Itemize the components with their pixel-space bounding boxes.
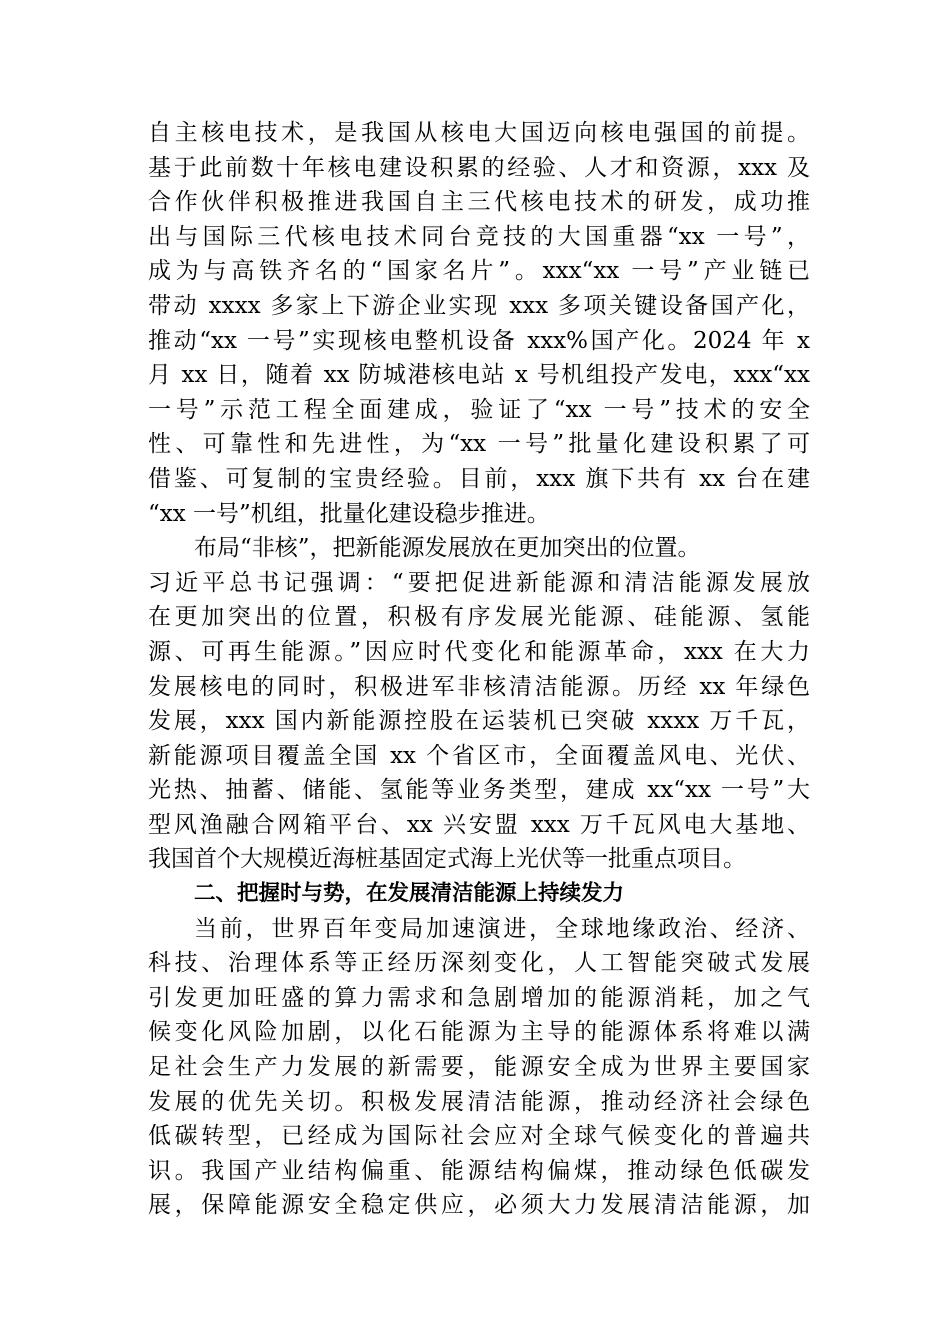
text-line-18: 发展，xxx 国内新能源控股在运装机已突破 xxxx 万千瓦， <box>148 708 810 735</box>
text-line-21: 型风渔融合网箱平台、xx 兴安盟 xxx 万千瓦风电大基地、 <box>148 811 810 838</box>
text-line-10: 性、可靠性和先进性，为“xx 一号”批量化建设积累了可 <box>148 431 810 458</box>
text-line-7: 推动“xx 一号”实现核电整机设备 xxx%国产化。2024 年 x <box>148 327 810 354</box>
text-line-17: 发展核电的同时，积极进军非核清洁能源。历经 xx 年绿色 <box>148 673 810 700</box>
text-line-8: 月 xx 日，随着 xx 防城港核电站 x 号机组投产发电，xxx“xx <box>148 362 810 389</box>
text-line-32: 展，保障能源安全稳定供应，必须大力发展清洁能源，加 <box>148 1192 810 1219</box>
text-line-20: 光热、抽蓄、储能、氢能等业务类型，建成 xx“xx 一号”大 <box>148 777 810 804</box>
text-line-22: 我国首个大规模近海桩基固定式海上光伏等一批重点项目。 <box>148 846 746 873</box>
text-line-26: 引发更加旺盛的算力需求和急剧增加的能源消耗，加之气 <box>148 984 810 1011</box>
text-line-6: 带动 xxxx 多家上下游企业实现 xxx 多项关键设备国产化， <box>148 292 810 319</box>
text-line-9: 一号”示范工程全面建成，验证了“xx 一号”技术的安全 <box>148 396 810 423</box>
paragraph-3-first-line: 当前，世界百年变局加速演进，全球地缘政治、经济、 <box>194 915 810 942</box>
text-line-19: 新能源项目覆盖全国 xx 个省区市，全面覆盖风电、光伏、 <box>148 742 810 769</box>
text-line-16: 源、可再生能源。”因应时代变化和能源革命，xxx 在大力 <box>148 638 810 665</box>
text-line-2: 基于此前数十年核电建设积累的经验、人才和资源，xxx 及 <box>148 154 810 181</box>
text-line-12: “xx 一号”机组，批量化建设稳步推进。 <box>148 500 550 527</box>
text-line-14: 习近平总书记强调：“要把促进新能源和清洁能源发展放 <box>148 569 810 596</box>
text-line-27: 候变化风险加剧，以化石能源为主导的能源体系将难以满 <box>148 1019 810 1046</box>
text-line-30: 低碳转型，已经成为国际社会应对全球气候变化的普遍共 <box>148 1123 810 1150</box>
text-line-3: 合作伙伴积极推进我国自主三代核电技术的研发，成功推 <box>148 189 810 216</box>
section-heading: 二、把握时与势，在发展清洁能源上持续发力 <box>194 881 625 907</box>
text-line-25: 科技、治理体系等正经历深刻变化，人工智能突破式发展 <box>148 950 810 977</box>
text-line-15: 在更加突出的位置，积极有序发展光能源、硅能源、氢能 <box>148 604 810 631</box>
text-line-28: 足社会生产力发展的新需要，能源安全成为世界主要国家 <box>148 1054 810 1081</box>
text-line-4: 出与国际三代核电技术同台竞技的大国重器“xx 一号”， <box>148 223 810 250</box>
text-line-29: 发展的优先关切。积极发展清洁能源，推动经济社会绿色 <box>148 1088 810 1115</box>
text-line-31: 识。我国产业结构偏重、能源结构偏煤，推动绿色低碳发 <box>148 1157 810 1184</box>
text-line-5: 成为与高铁齐名的“国家名片”。xxx“xx 一号”产业链已 <box>148 258 810 285</box>
text-line-11: 借鉴、可复制的宝贵经验。目前，xxx 旗下共有 xx 台在建 <box>148 465 810 492</box>
text-line-1: 自主核电技术，是我国从核电大国迈向核电强国的前提。 <box>148 120 810 146</box>
document-page <box>148 116 810 1223</box>
paragraph-2-first-line: 布局“非核”，把新能源发展放在更加突出的位置。 <box>194 535 701 562</box>
